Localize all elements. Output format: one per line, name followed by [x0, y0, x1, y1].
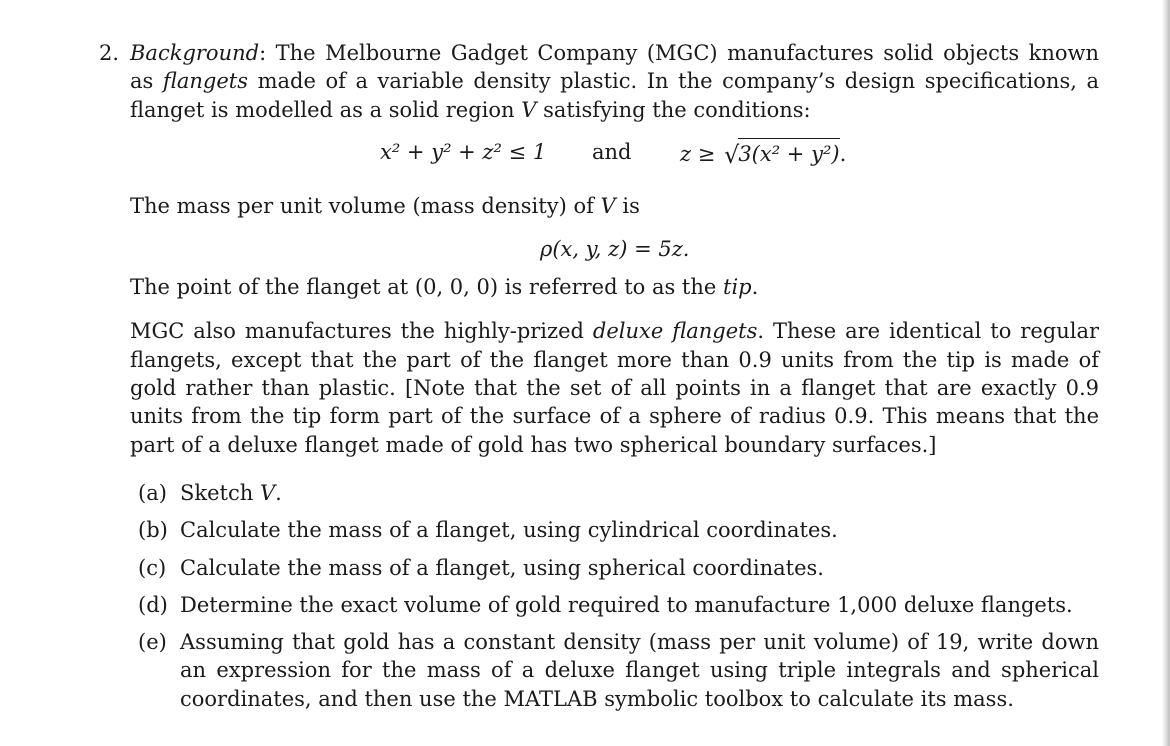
tip-paragraph: The point of the flanget at (0, 0, 0) is referred to as the tip. [130, 275, 759, 300]
problem-2 [99, 39, 1099, 722]
deluxe-term: deluxe flangets [592, 319, 758, 344]
deluxe-paragraph: MGC also manufactures the highly-prized deluxe flangets. These are identical to regular flangets, except that the part of the flanget more than 0.9 units from the tip is made of gold rather than plastic. [Note that the set of all points in a flanget that are exactly 0.9 units from the tip form part of the surface of a sphere of radius 0.9. This means that the part of a deluxe flanget made of gold has two spherical boundary surfaces.] [130, 319, 1100, 457]
part-e: (e) Assuming that gold has a constant density (mass per unit volume) of 19, write down an expression for the mass of a deluxe flanget using triple integrals and spherical coordinates, and then use the MATLAB symbolic toolbox to calculate its mass. [138, 630, 1099, 711]
density-display [130, 235, 1099, 265]
problem-body [130, 39, 1099, 713]
and-word: and [592, 139, 632, 164]
part-b: (b) Calculate the mass of a flanget, using cylindrical coordinates. [138, 518, 838, 543]
page-edge-shadow [1162, 0, 1170, 746]
background-paragraph: Background: The Melbourne Gadget Company (MGC) manufactures solid objects known as flangets made of a variable density plastic. In the company’s design specifications, a flanget is modelled as a solid region V satisfying the conditions: [130, 41, 1099, 122]
part-c: (c) Calculate the mass of a flanget, using spherical coordinates. [138, 555, 824, 580]
parts-list [138, 479, 1099, 713]
region-symbol: V [521, 97, 537, 122]
problem-number: 2. [99, 41, 120, 65]
part-a: (a) Sketch V. [138, 480, 282, 505]
conditions-display [130, 136, 1099, 172]
flangets-term: flangets [162, 69, 249, 94]
square-root: √3(x² + y²) [722, 138, 840, 168]
tip-term: tip [723, 275, 752, 300]
part-d: (d) Determine the exact volume of gold required to manufacture 1,000 deluxe flangets. [138, 592, 1073, 617]
density-formula: ρ(x, y, z) = 5z. [540, 237, 690, 262]
cone-condition: z ≥ √3(x² + y²). [680, 138, 846, 168]
density-intro: The mass per unit volume (mass density) of V is [130, 193, 640, 218]
background-label: Background [130, 41, 260, 65]
sphere-condition: x² + y² + z² ≤ 1 [380, 139, 547, 164]
